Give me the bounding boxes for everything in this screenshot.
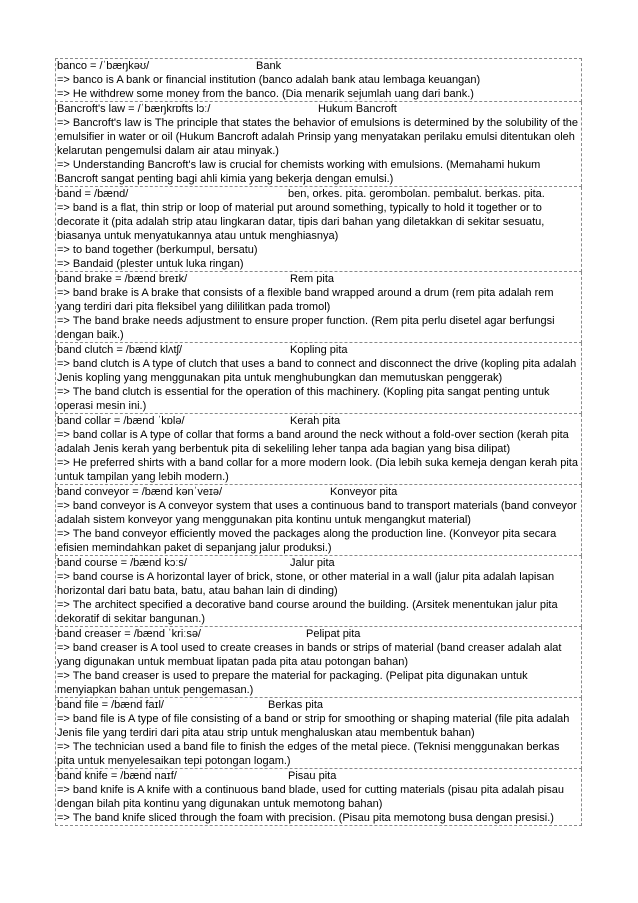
- glossary-entry: [55, 272, 582, 343]
- entry-term: band = /bænd/: [57, 188, 129, 200]
- glossary-entry: [55, 187, 582, 272]
- entry-line: => He preferred shirts with a band collar for a more modern look. (Dia lebih suka kemeja dengan kerah pita untuk tampilan yang lebih modern.): [57, 457, 578, 483]
- entry-translation: Berkas pita: [268, 699, 324, 711]
- entry-term: band creaser = /bænd ˈkriːsə/: [57, 628, 201, 640]
- entry-term: band course = /bænd kɔːs/: [57, 557, 187, 569]
- entry-header: [56, 769, 581, 783]
- entry-term: band clutch = /bænd klʌtʃ/: [57, 344, 183, 356]
- entry-line: => Understanding Bancroft's law is crucial for chemists working with emulsions. (Memahami hukum Bancroft sangat penting bagi ahli kimia yang bekerja dengan emulsi.): [57, 159, 541, 185]
- entry-translation: Jalur pita: [290, 557, 335, 569]
- entry-translation: Konveyor pita: [330, 486, 398, 498]
- entry-term: band collar = /bænd ˈkɒlə/: [57, 415, 185, 427]
- entry-line: => banco is A bank or financial institution (banco adalah bank atau lembaga keuangan): [57, 74, 481, 86]
- entry-term: band brake = /bænd breɪk/: [57, 273, 188, 285]
- entry-translation: Hukum Bancroft: [318, 103, 397, 115]
- entry-translation: Kopling pita: [290, 344, 348, 356]
- glossary-entry: [55, 102, 582, 187]
- glossary-entry: [55, 58, 582, 102]
- entry-line: => The band knife sliced through the foam with precision. (Pisau pita memotong busa dengan presisi.): [57, 812, 554, 824]
- entry-term: band file = /bænd faɪl/: [57, 699, 164, 711]
- entry-line: => The band clutch is essential for the operation of this machinery. (Kopling pita sangat penting untuk operasi mesin ini.): [57, 386, 550, 412]
- glossary-entry: [55, 343, 582, 414]
- glossary-entry: [55, 485, 582, 556]
- entry-line: => The band creaser is used to prepare the material for packaging. (Pelipat pita digunakan untuk menyiapkan bahan untuk pengemasan.): [57, 670, 528, 696]
- entry-line: => band brake is A brake that consists of a flexible band wrapped around a drum (rem pita adalah rem yang terdiri dari pita fleksibel yang dililitkan pada tromol): [57, 287, 554, 313]
- entry-line: => to band together (berkumpul, bersatu): [57, 244, 258, 256]
- entry-translation: Kerah pita: [290, 415, 341, 427]
- entry-line: => band collar is A type of collar that forms a band around the neck without a fold-over section (kerah pita adalah Jenis kerah yang berbentuk pita di sekeliling leher tanpa ada bagian yang bisa dilipat): [57, 429, 569, 455]
- entry-line: => band file is A type of file consisting of a band or strip for smoothing or shaping material (file pita adalah Jenis file yang terdiri dari pita atau strip untuk menghaluskan atau membentuk bahan): [57, 713, 570, 739]
- glossary-page: [55, 58, 582, 826]
- glossary-entry: [55, 769, 582, 826]
- glossary-entry: [55, 414, 582, 485]
- entry-header: [56, 343, 581, 357]
- entry-line: => He withdrew some money from the banco. (Dia menarik sejumlah uang dari bank.): [57, 88, 474, 100]
- entry-translation: ben, orkes. pita. gerombolan. pembalut. berkas. pita.: [288, 188, 545, 200]
- glossary-entry: [55, 627, 582, 698]
- entry-translation: Pisau pita: [288, 770, 337, 782]
- entry-line: => band creaser is A tool used to create creases in bands or strips of material (band creaser adalah alat yang digunakan untuk membuat lipatan pada pita atau potongan bahan): [57, 642, 562, 668]
- entry-term: banco = /ˈbæŋkəʊ/: [57, 60, 150, 72]
- entry-translation: Pelipat pita: [306, 628, 361, 640]
- entry-line: => The band brake needs adjustment to ensure proper function. (Rem pita perlu disetel agar berfungsi dengan baik.): [57, 315, 555, 341]
- entry-header: [56, 272, 581, 286]
- entry-line: => The architect specified a decorative band course around the building. (Arsitek menentukan jalur pita dekoratif di sekitar bangunan.): [57, 599, 558, 625]
- entry-header: [56, 59, 581, 73]
- entry-header: [56, 485, 581, 499]
- entry-term: band knife = /bænd naɪf/: [57, 770, 177, 782]
- entry-header: [56, 414, 581, 428]
- entry-term: band conveyor = /bænd kənˈveɪə/: [57, 486, 223, 498]
- glossary-entry: [55, 698, 582, 769]
- entry-line: => Bandaid (plester untuk luka ringan): [57, 258, 244, 270]
- entry-line: => The technician used a band file to finish the edges of the metal piece. (Teknisi menggunakan berkas pita untuk menyelesaikan tepi potongan logam.): [57, 741, 560, 767]
- entry-term: Bancroft's law = /ˈbæŋkrɒfts lɔː/: [57, 103, 211, 115]
- entry-line: => band clutch is A type of clutch that uses a band to connect and disconnect the drive (kopling pita adalah Jenis kopling yang menggunakan pita untuk menghubungkan dan memutuskan penggerak): [57, 358, 577, 384]
- entry-translation: Rem pita: [290, 273, 335, 285]
- entry-line: => band course is A horizontal layer of brick, stone, or other material in a wall (jalur pita adalah lapisan horizontal dari batu bata, batu, atau bahan lain di dinding): [57, 571, 555, 597]
- entry-header: [56, 698, 581, 712]
- entry-header: [56, 102, 581, 116]
- entry-translation: Bank: [256, 60, 282, 72]
- entry-line: => band is a flat, thin strip or loop of material put around something, typically to hold it together or to decorate it (pita adalah strip atau lingkaran datar, tipis dari bahan yang diletakkan di sekitar sesuatu, biasanya untuk menyatukannya atau untuk menghiasnya): [57, 202, 545, 242]
- entry-header: [56, 187, 581, 201]
- entry-header: [56, 556, 581, 570]
- entry-line: => band conveyor is A conveyor system that uses a continuous band to transport materials (band conveyor adalah sistem konveyor yang menggunakan pita kontinu untuk mengangkut material): [57, 500, 577, 526]
- entry-header: [56, 627, 581, 641]
- glossary-entry: [55, 556, 582, 627]
- entry-line: => Bancroft's law is The principle that states the behavior of emulsions is determined by the solubility of the emulsifier in water or oil (Hukum Bancroft adalah Prinsip yang menyatakan perilaku emulsi ditentukan oleh kelarutan pengemulsi dalam air atau minyak.): [57, 117, 579, 157]
- entry-line: => The band conveyor efficiently moved the packages along the production line. (Konveyor pita secara efisien memindahkan paket di sepanjang jalur produksi.): [57, 528, 557, 554]
- entry-line: => band knife is A knife with a continuous band blade, used for cutting materials (pisau pita adalah pisau dengan bilah pita kontinu yang digunakan untuk memotong bahan): [57, 784, 564, 810]
